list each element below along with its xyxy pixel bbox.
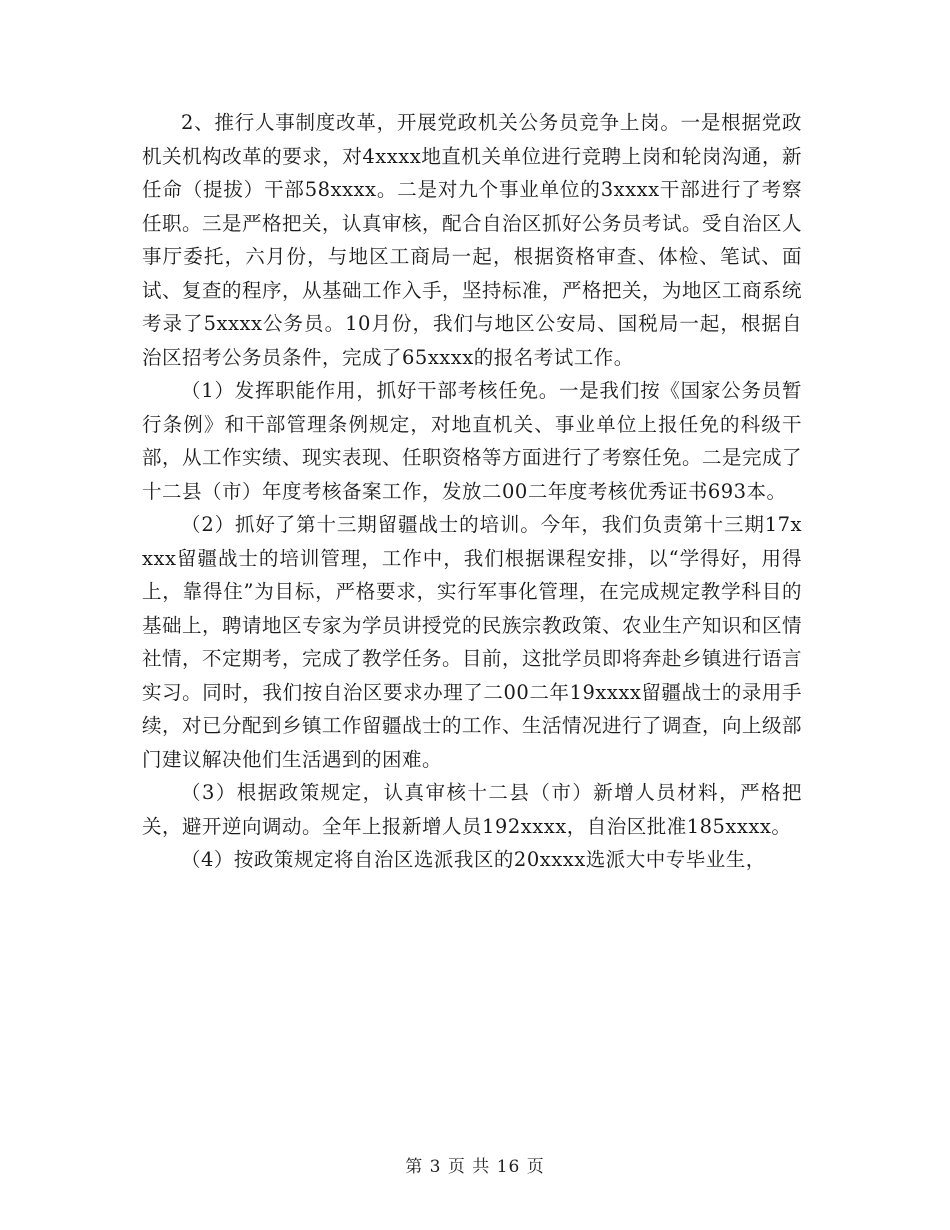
paragraph-graduate-dispatch: （4）按政策规定将自治区选派我区的20xxxx选派大中专毕业生， — [181, 848, 766, 871]
paragraph-personnel-reform: 2、推行人事制度改革，开展党政机关公务员竞争上岗。一是根据党政机关机构改革的要求，对4xxxx地直机关单位进行竞聘上岗和轮岗沟通，新任命（提拔）干部58xxxx。二是对九个事业单位的3xxxx干部进行了考察任职。三是严格把关，认真审核，配合自治区抓好公务员考试。受自治区人事厅委托，六月份，与地区工商局一起，根据资格审查、体检、笔试、面试、复查的程序，从基础工作入手，坚持标准，严格把关，为地区工商系统考录了5xxxx公务员。10月份，我们与地区公安局、国税局一起，根据自治区招考公务员条件，完成了65xxxx的报名考试工作。 — [142, 111, 803, 369]
paragraph-cadre-assessment: （1）发挥职能作用，抓好干部考核任免。一是我们按《国家公务员暂行条例》和干部管理条例规定，对地直机关、事业单位上报任免的科级干部，从工作实绩、现实表现、任职资格等方面进行了考察任免。二是完成了十二县（市）年度考核备案工作，发放二00二年度考核优秀证书693本。 — [142, 379, 803, 503]
paragraph-new-staff-review: （3）根据政策规定，认真审核十二县（市）新增人员材料，严格把关，避开逆向调动。全年上报新增人员192xxxx，自治区批准185xxxx。 — [142, 781, 802, 838]
page-number-footer: 第 3 页 共 16 页 — [405, 1157, 545, 1177]
document-body — [142, 106, 802, 877]
paragraph-soldier-training: （2）抓好了第十三期留疆战士的培训。今年，我们负责第十三期17xxxx留疆战士的培训管理，工作中，我们根据课程安排，以“学得好，用得上，靠得住”为目标，严格要求，实行军事化管理，在完成规定教学科目的基础上，聘请地区专家为学员讲授党的民族宗教政策、农业生产知识和区情社情，不定期考，完成了教学任务。目前，这批学员即将奔赴乡镇进行语言实习。同时，我们按自治区要求办理了二00二年19xxxx留疆战士的录用手续，对已分配到乡镇工作留疆战士的工作、生活情况进行了调查，向上级部门建议解决他们生活遇到的困难。 — [142, 513, 803, 771]
